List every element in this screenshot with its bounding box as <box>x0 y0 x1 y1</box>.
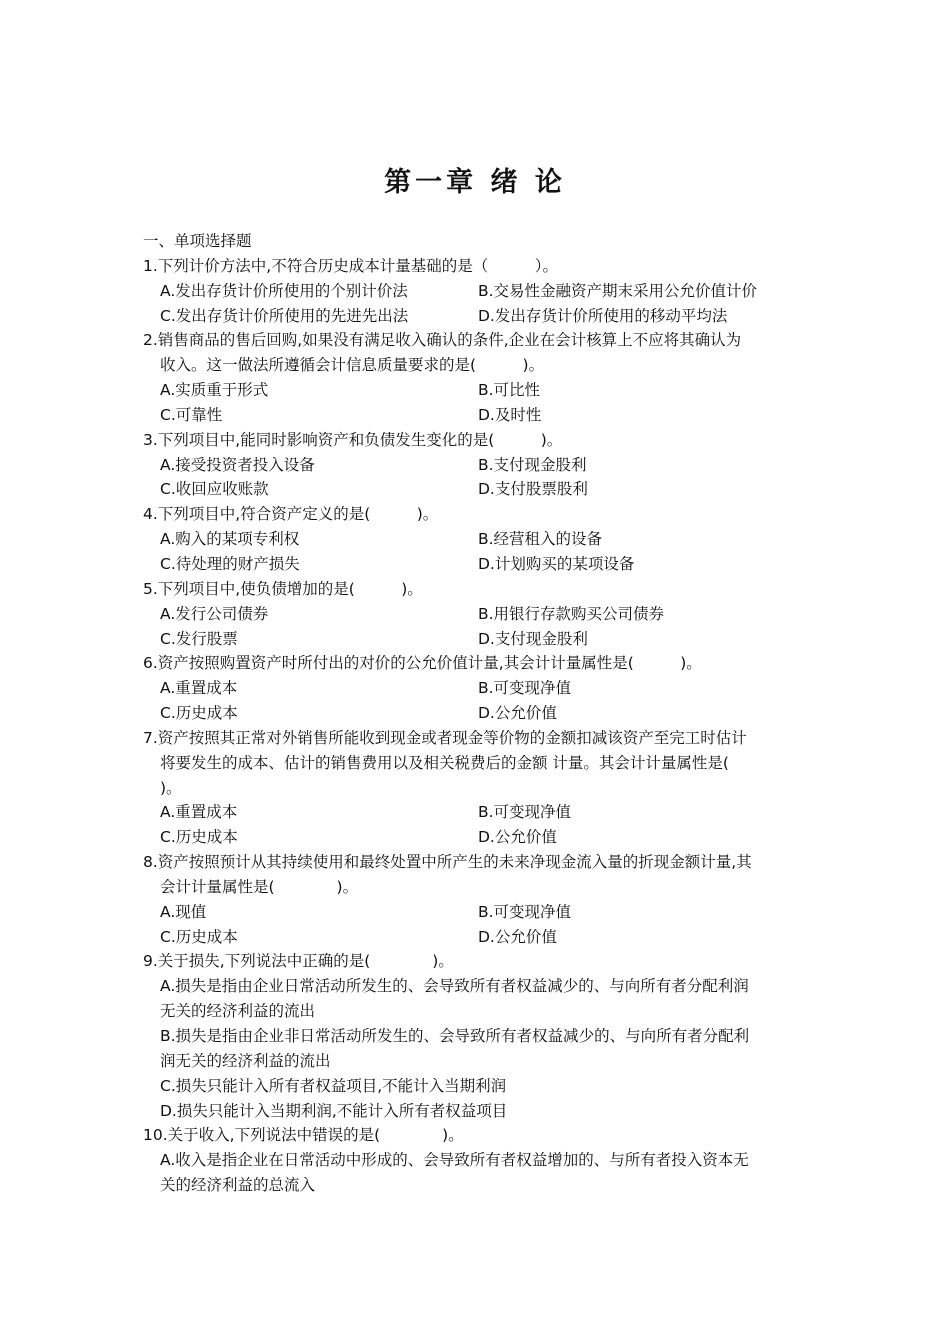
option-d: D.支付股票股利 <box>478 480 588 499</box>
option-b: B.交易性金融资产期末采用公允价值计价 <box>478 281 758 300</box>
question-6-options-row-1 <box>143 676 813 701</box>
question-8-options-row-1 <box>143 900 813 925</box>
question-4-options-row-1 <box>143 527 813 552</box>
question-5-options-row-2 <box>143 627 813 652</box>
option-c: C.损失只能计入所有者权益项目,不能计入当期利润 <box>160 1076 507 1095</box>
option-c: C.发行股票 <box>160 629 238 648</box>
option-a-cont: 无关的经济利益的流出 <box>160 1002 316 1021</box>
option-d: D.计划购买的某项设备 <box>478 554 635 573</box>
question-2-options-row-1 <box>143 378 813 403</box>
question-8-stem: 8.资产按照预计从其持续使用和最终处置中所产生的未来净现金流入量的折现金额计量,其 <box>143 853 752 872</box>
question-7-stem: 7.资产按照其正常对外销售所能收到现金或者现金等价物的金额扣减该资产至完工时估计 <box>143 728 747 747</box>
question-4-stem: 4.下列项目中,符合资产定义的是( )。 <box>143 505 439 524</box>
question-5-stem: 5.下列项目中,使负债增加的是( )。 <box>143 579 423 598</box>
option-a: A.现值 <box>160 902 207 921</box>
question-3-stem: 3.下列项目中,能同时影响资产和负债发生变化的是( )。 <box>143 430 563 449</box>
option-b: B.可变现净值 <box>478 803 572 822</box>
question-3-options-row-2 <box>143 477 813 502</box>
question-1-options-row-2 <box>143 304 813 329</box>
question-1-stem: 1.下列计价方法中,不符合历史成本计量基础的是（ ）。 <box>143 256 558 275</box>
option-d: D.支付现金股利 <box>478 629 588 648</box>
question-9-stem: 9.关于损失,下列说法中正确的是( )。 <box>143 952 454 971</box>
option-c: C.历史成本 <box>160 927 238 946</box>
question-1-options-row-1 <box>143 279 813 304</box>
question-2-stem: 2.销售商品的售后回购,如果没有满足收入确认的条件,企业在会计核算上不应将其确认为 <box>143 331 742 350</box>
option-a: A.重置成本 <box>160 679 238 698</box>
question-7-options-row-2 <box>143 825 813 850</box>
option-a: A.购入的某项专利权 <box>160 530 300 549</box>
option-d: D.损失只能计入当期利润,不能计入所有者权益项目 <box>160 1101 508 1120</box>
question-2-options-row-2 <box>143 403 813 428</box>
option-c: C.收回应收账款 <box>160 480 269 499</box>
option-a: A.重置成本 <box>160 803 238 822</box>
question-7-options-row-1 <box>143 800 813 825</box>
option-c: C.历史成本 <box>160 704 238 723</box>
option-a-cont: 关的经济利益的总流入 <box>160 1176 316 1195</box>
option-a: A.发出存货计价所使用的个别计价法 <box>160 281 408 300</box>
question-2-stem-cont: 收入。这一做法所遵循会计信息质量要求的是( )。 <box>160 356 545 375</box>
option-b: B.可比性 <box>478 381 541 400</box>
question-5-options-row-1 <box>143 602 813 627</box>
section-heading: 一、单项选择题 <box>143 232 252 250</box>
option-c: C.可靠性 <box>160 405 223 424</box>
question-10-stem: 10.关于收入,下列说法中错误的是( )。 <box>143 1126 464 1145</box>
option-a: A.收入是指企业在日常活动中形成的、会导致所有者权益增加的、与所有者投入资本无 <box>160 1151 749 1170</box>
question-6-options-row-2 <box>143 701 813 726</box>
option-d: D.公允价值 <box>478 828 557 847</box>
option-b: B.损失是指由企业非日常活动所发生的、会导致所有者权益减少的、与向所有者分配利 <box>160 1027 750 1045</box>
question-3-options-row-1 <box>143 453 813 478</box>
option-b-cont: 润无关的经济利益的流出 <box>160 1051 331 1070</box>
option-a: A.发行公司债券 <box>160 604 269 623</box>
option-b: B.支付现金股利 <box>478 455 587 474</box>
question-7-stem-end: )。 <box>160 778 182 797</box>
option-b: B.可变现净值 <box>478 902 572 921</box>
question-7-stem-cont: 将要发生的成本、估计的销售费用以及相关税费后的金额 计量。其会计计量属性是( <box>160 753 729 772</box>
option-c: C.待处理的财产损失 <box>160 554 300 573</box>
option-d: D.发出存货计价所使用的移动平均法 <box>478 306 728 325</box>
option-d: D.及时性 <box>478 405 542 424</box>
option-c: C.发出存货计价所使用的先进先出法 <box>160 306 409 325</box>
page-title: 第一章 绪 论 <box>384 167 566 198</box>
option-b: B.可变现净值 <box>478 679 572 698</box>
question-8-stem-cont: 会计计量属性是( )。 <box>160 877 359 896</box>
option-d: D.公允价值 <box>478 704 557 723</box>
question-4-options-row-2 <box>143 552 813 577</box>
option-a: A.接受投资者投入设备 <box>160 455 315 474</box>
question-list <box>143 229 813 1198</box>
question-6-stem: 6.资产按照购置资产时所付出的对价的公允价值计量,其会计计量属性是( )。 <box>143 654 702 673</box>
option-d: D.公允价值 <box>478 927 557 946</box>
question-8-options-row-2 <box>143 925 813 950</box>
option-a: A.实质重于形式 <box>160 381 269 400</box>
option-c: C.历史成本 <box>160 828 238 847</box>
option-a: A.损失是指由企业日常活动所发生的、会导致所有者权益减少的、与向所有者分配利润 <box>160 977 749 996</box>
option-b: B.经营租入的设备 <box>478 530 603 549</box>
option-b: B.用银行存款购买公司债券 <box>478 604 665 623</box>
